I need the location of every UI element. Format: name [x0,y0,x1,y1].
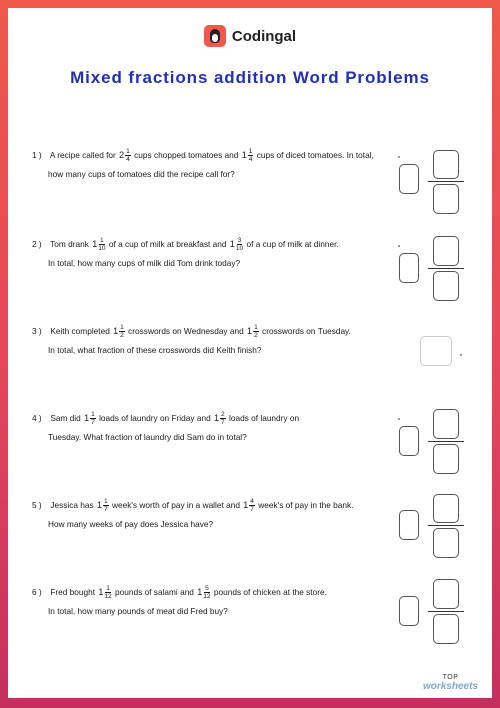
problem-question: Tuesday. What fraction of laundry did Sam do in total? [48,432,247,443]
mixed-number: 1 $\frac{1}{2}$ [113,324,124,340]
problem-text: Tom drank [50,239,89,249]
problem-text: cups of diced tomatoes. In total, [256,150,374,160]
answer-numerator-input[interactable] [433,150,459,179]
mixed-number: 1 $\frac{1}{4}$ [241,148,253,164]
problem-2 [32,235,402,273]
mixed-number: 1 $\frac{1}{12}$ [98,585,112,601]
problem-number: 6 ) [32,587,42,597]
problem-text: week's worth of pay in a wallet and [111,500,240,510]
penguin-logo-icon [204,25,226,47]
watermark-bottom: worksheets [422,681,478,692]
fraction-bar [428,181,464,182]
answer-denominator-input[interactable] [433,184,459,214]
brand-header [8,22,492,50]
problem-3 [32,322,402,360]
answer-denominator-input[interactable] [433,614,459,644]
answer-whole-input[interactable] [399,253,419,283]
problem-text: of a cup of milk at dinner. [246,239,339,249]
marker-dot [398,418,400,420]
mixed-number: 1 $\frac{3}{10}$ [229,237,244,253]
marker-dot [460,354,462,356]
fraction-bar [428,611,464,612]
problem-text: Jessica has [50,500,94,510]
fraction-bar [428,268,464,269]
problem-text: crosswords on Tuesday. [262,326,351,336]
mixed-number: 1 $\frac{2}{7}$ [214,411,225,427]
problem-1 [32,146,402,184]
problem-number: 1 ) [32,150,42,160]
answer-numerator-input[interactable] [433,494,459,523]
problem-number: 5 ) [32,500,42,510]
mixed-number: 1 $\frac{1}{7}$ [84,411,95,427]
problem-question: In total, how many pounds of meat did Fred buy? [48,606,228,617]
problem-number: 3 ) [32,326,42,336]
problem-text: pounds of chicken at the store. [213,587,327,597]
answer-whole-input[interactable] [399,164,419,194]
topworksheets-watermark [423,674,478,692]
brand-name: Codingal [231,27,297,45]
answer-whole-input[interactable] [399,426,419,456]
problem-number: 4 ) [32,413,42,423]
answer-whole-input[interactable] [399,510,419,540]
problem-6 [32,583,402,621]
answer-input[interactable] [420,336,452,366]
problem-question: In total, what fraction of these crosswords did Keith finish? [48,345,262,356]
problem-5 [32,496,402,534]
answer-denominator-input[interactable] [433,271,459,301]
mixed-number: 2 $\frac{1}{4}$ [119,148,130,164]
problem-text: week's of pay in the bank. [258,500,354,510]
mixed-number: 1 $\frac{1}{7}$ [96,498,108,514]
answer-denominator-input[interactable] [433,528,459,558]
problem-text: loads of laundry on Friday and [99,413,211,423]
fraction-bar [428,441,464,442]
mixed-number: 1 $\frac{1}{10}$ [92,237,106,253]
problem-text: of a cup of milk at breakfast and [108,239,227,249]
problem-text: crosswords on Wednesday and [128,326,244,336]
problem-question: How many weeks of pay does Jessica have? [48,519,214,530]
mixed-number: 1 $\frac{4}{7}$ [243,498,254,514]
marker-dot [398,245,400,247]
marker-dot [398,156,400,158]
problem-text: pounds of salami and [115,587,194,597]
answer-numerator-input[interactable] [433,409,459,439]
answer-denominator-input[interactable] [433,444,459,474]
worksheet-page [8,8,492,698]
problem-text: A recipe called for [49,150,116,160]
worksheet-title: Mixed fractions addition Word Problems [70,68,430,87]
problem-question: how many cups of tomatoes did the recipe call for? [48,169,235,180]
problem-question: In total, how many cups of milk did Tom drink today? [48,258,241,269]
answer-numerator-input[interactable] [433,579,459,609]
problem-number: 2 ) [32,239,42,249]
watermark-top: TOP [442,674,459,681]
problem-text: Fred bought [50,587,96,597]
mixed-number: 1 $\frac{1}{2}$ [247,324,258,340]
problem-text: Sam did [50,413,81,423]
problem-text: cups chopped tomatoes and [134,150,239,160]
problem-text: Keith completed [50,326,110,336]
answer-whole-input[interactable] [399,596,419,626]
problem-text: loads of laundry on [229,413,300,423]
mixed-number: 1 $\frac{5}{12}$ [197,585,211,601]
answer-numerator-input[interactable] [433,236,459,266]
fraction-bar [428,525,464,526]
problem-4 [32,409,402,447]
